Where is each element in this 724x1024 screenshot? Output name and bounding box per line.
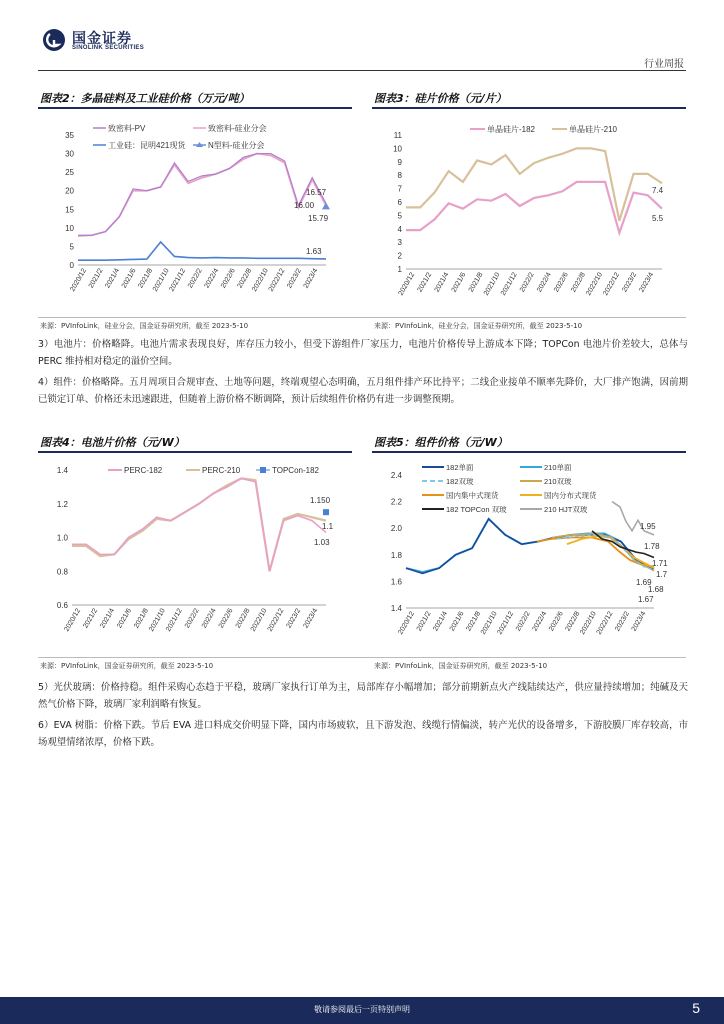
x-tick-label: 2021/6 [448, 610, 466, 633]
legend-182-mono: 182单面 [446, 463, 474, 472]
source-rule-top [38, 317, 686, 318]
x-tick-label: 2021/10 [151, 267, 171, 293]
x-tick-label: 2020/12 [397, 610, 416, 636]
paragraph-eva: 6）EVA 树脂：价格下跌。节后 EVA 进口料成交价明显下降，国内市场疲软，且下游发泡、线缆行情偏淡，转产光伏的设备增多，下游胶膜厂库存较高，市场观望情绪浓厚，价格下跌。 [38, 720, 688, 748]
x-tick-label: 2021/2 [415, 610, 433, 633]
x-tick-label: 2022/10 [585, 271, 604, 297]
legend-distributed-spot: 国内分布式现货 [544, 491, 597, 500]
x-tick-label: 2021/8 [133, 607, 150, 630]
x-tick-label: 2023/4 [638, 271, 656, 294]
chart-module-price [372, 455, 688, 655]
x-tick-label: 2021/8 [465, 610, 483, 633]
chart-legend [470, 124, 618, 134]
y-tick-label: 2.2 [390, 497, 402, 507]
label-1-67: 1.67 [638, 595, 654, 604]
chart-legend [93, 123, 267, 150]
x-tick-label: 2021/10 [479, 610, 499, 636]
legend-dense-pv: 致密料-PV [108, 124, 146, 133]
legend-wafer-182: 单晶硅片-182 [487, 125, 536, 134]
label-15-79: 15.79 [308, 214, 329, 223]
x-tick-label: 2023/2 [614, 610, 631, 633]
y-tick-label: 15 [65, 205, 74, 215]
x-tick-label: 2021/6 [116, 607, 133, 630]
legend-topcon-182: TOPCon-182 [272, 466, 319, 475]
y-tick-label: 2.0 [390, 524, 402, 534]
y-tick-label: 20 [65, 186, 74, 196]
legend-210-mono: 210单面 [544, 463, 572, 472]
label-1-03: 1.03 [314, 538, 330, 547]
legend-182-dual: 182双玻 [446, 477, 474, 486]
y-tick-label: 10 [393, 144, 402, 154]
y-tick-label: 8 [397, 171, 402, 181]
x-tick-label: 2022/6 [553, 271, 570, 294]
x-tick-label: 2021/10 [148, 607, 167, 633]
y-tick-label: 0.8 [56, 567, 68, 577]
legend-perc-210: PERC-210 [202, 466, 241, 475]
y-tick-label: 30 [65, 149, 74, 159]
y-tick-label: 1.2 [56, 499, 68, 509]
figure-4-title-rule [38, 451, 352, 453]
topcon-marker [323, 509, 329, 515]
legend-182-topcon: 182 TOPCon 双玻 [446, 505, 507, 514]
figure-5-title-rule [372, 451, 686, 453]
series-wafer-210 [406, 148, 662, 220]
label-1-71: 1.71 [652, 559, 668, 568]
label-5-5: 5.5 [652, 214, 664, 223]
legend-210-hjt: 210 HJT双玻 [544, 505, 588, 514]
chart-cell-price [38, 455, 354, 655]
y-tick-label: 0.6 [56, 601, 68, 610]
y-tick-label: 5 [69, 242, 74, 252]
label-1-63: 1.63 [306, 247, 322, 256]
brand-name: 国金证券 [72, 31, 132, 47]
x-tick-label: 2022/8 [564, 610, 582, 633]
x-tick-label: 2021/4 [104, 267, 122, 290]
label-1-1: 1.1 [322, 522, 334, 531]
x-tick-label: 2023/4 [302, 267, 320, 290]
paragraph-glass: 5）光伏玻璃：价格持稳。组件采购心态趋于平稳，玻璃厂家执行订单为主，局部库存小幅增加；部分前期新点火产线陆续达产，供应量持续增加；纯碱及天然气价格下降，玻璃厂家利润略有恢复。 [38, 682, 688, 710]
y-tick-label: 5 [397, 211, 402, 221]
x-tick-label: 2023/2 [285, 607, 303, 630]
y-tick-label: 11 [393, 131, 402, 140]
y-tick-label: 6 [397, 198, 402, 207]
label-1-78: 1.78 [644, 542, 660, 551]
paragraph-modules: 4）组件：价格略降。五月周项目合规审查、土地等问题，终端观望心态明确，五月组件排产环比持平；二线企业接单不顺率先降价，大厂排产饱满，因前期已锁定订单、价格还未迅速跟进，但随着上游价格不断调降，预计后续组件价格仍有进一步调整预期。 [38, 377, 688, 405]
x-tick-label: 2021/8 [137, 267, 155, 290]
y-tick-label: 35 [65, 131, 74, 140]
figure-3-source: 来源：PVInfoLink，硅业分会，国金证券研究所，截至 2023-5-10 [374, 322, 583, 330]
x-tick-label: 2021/10 [482, 271, 502, 297]
x-tick-label: 2021/4 [433, 271, 451, 294]
legend-n-type: N型料-硅业分会 [208, 141, 265, 150]
series-dense-pv [78, 154, 326, 236]
x-tick-label: 2021/8 [467, 271, 485, 294]
x-tick-label: 2022/12 [595, 610, 615, 636]
header-divider [38, 70, 686, 71]
label-1-7: 1.7 [656, 570, 668, 579]
y-tick-label: 3 [397, 238, 402, 248]
sinolink-logo-icon [42, 28, 66, 52]
x-tick-label: 2022/4 [203, 267, 221, 290]
series-182-mono [406, 519, 654, 574]
label-7-4: 7.4 [652, 186, 664, 195]
page-number: 5 [692, 1000, 700, 1016]
x-tick-label: 2022/6 [548, 610, 565, 633]
chart-polysilicon-price [38, 115, 354, 317]
y-tick-label: 2.4 [390, 471, 402, 480]
series-industrial-si [78, 242, 326, 260]
paragraph-cells: 3）电池片：价格略降。电池片需求表现良好，库存压力较小，但受下游组件厂家压力，电池片价格传导上游成本下降；TOPCon 电池片价差较大，总体与 PERC 维持相对稳定的溢价空间。 [38, 339, 688, 367]
x-tick-label: 2022/6 [220, 267, 237, 290]
x-tick-label: 2022/6 [217, 607, 235, 630]
figure-2-source: 来源：PVInfoLink，硅业分会，国金证券研究所，截至 2023-5-10 [40, 322, 249, 330]
x-tick-label: 2021/12 [165, 607, 184, 633]
x-tick-label: 2021/6 [450, 271, 468, 294]
y-tick-label: 1.0 [56, 533, 68, 543]
source-rule-bottom [38, 657, 686, 658]
chart-legend [422, 462, 597, 514]
y-tick-label: 0 [69, 261, 74, 270]
x-tick-label: 2020/12 [397, 271, 417, 297]
y-tick-label: 4 [397, 224, 402, 234]
y-tick-label: 9 [397, 157, 402, 167]
label-16-57: 16.57 [306, 188, 327, 197]
series-perc-182 [72, 478, 326, 571]
x-tick-label: 2022/12 [266, 607, 286, 633]
y-tick-label: 1.6 [390, 577, 402, 587]
x-tick-label: 2021/12 [499, 271, 519, 297]
label-1-68: 1.68 [648, 585, 664, 594]
x-tick-label: 2021/2 [87, 267, 105, 290]
y-tick-label: 7 [397, 184, 402, 194]
x-tick-label: 2021/12 [496, 610, 516, 636]
x-tick-label: 2022/10 [249, 607, 269, 633]
figure-4-title: 图表4：电池片价格（元/W） [40, 436, 185, 449]
x-tick-label: 2022/8 [234, 607, 252, 630]
x-tick-label: 2022/12 [267, 267, 287, 293]
x-tick-label: 2022/10 [251, 267, 270, 293]
n-type-marker [322, 202, 330, 209]
legend-dense-siassoc: 致密料-硅业分会 [208, 124, 267, 133]
y-tick-label: 25 [65, 168, 74, 178]
legend-central-spot: 国内集中式现货 [446, 491, 499, 500]
label-1-150: 1.150 [310, 496, 331, 505]
x-tick-label: 2020/12 [69, 267, 88, 293]
series-dense-siassoc [78, 154, 326, 236]
x-tick-label: 2021/4 [432, 610, 450, 633]
label-1-69: 1.69 [636, 578, 652, 587]
x-tick-label: 2022/8 [570, 271, 587, 294]
x-tick-label: 2020/12 [63, 607, 83, 633]
x-tick-label: 2022/4 [536, 271, 553, 294]
series-perc-210 [72, 478, 326, 571]
y-tick-label: 2 [397, 251, 402, 261]
x-tick-label: 2022/2 [518, 271, 536, 294]
footer-disclaimer: 敬请参阅最后一页特别声明 [314, 1005, 410, 1014]
y-tick-label: 1.4 [56, 466, 68, 475]
figure-3-title: 图表3：硅片价格（元/片） [374, 92, 507, 105]
label-1-95: 1.95 [640, 522, 656, 531]
legend-210-dual: 210双玻 [544, 477, 572, 486]
chart-legend [108, 466, 320, 475]
legend-industrial-si: 工业硅：昆明421现货 [108, 141, 186, 150]
figure-2-title-rule [38, 107, 352, 109]
x-tick-label: 2022/12 [602, 271, 622, 297]
y-tick-label: 1 [397, 265, 402, 274]
figure-4-source: 来源：PVInfoLink，国金证券研究所，截至 2023-5-10 [40, 662, 214, 670]
x-tick-label: 2021/6 [120, 267, 138, 290]
x-tick-label: 2023/4 [302, 607, 320, 630]
y-tick-label: 10 [65, 223, 74, 233]
x-tick-label: 2022/10 [579, 610, 598, 636]
x-tick-label: 2021/12 [168, 267, 188, 293]
brand-name-en: SINOLINK SECURITIES [72, 45, 145, 51]
x-tick-label: 2022/4 [200, 607, 218, 630]
figure-5-title: 图表5：组件价格（元/W） [374, 436, 508, 449]
x-tick-label: 2022/2 [514, 610, 532, 633]
x-tick-label: 2022/2 [186, 267, 204, 290]
y-tick-label: 1.4 [390, 604, 402, 613]
x-tick-label: 2021/2 [416, 271, 434, 294]
x-tick-label: 2023/4 [630, 610, 648, 633]
x-tick-label: 2022/4 [531, 610, 549, 633]
figure-5-source: 来源：PVInfoLink，国金证券研究所，截至 2023-5-10 [374, 662, 548, 670]
chart-wafer-price [372, 115, 688, 317]
x-tick-label: 2023/2 [286, 267, 303, 290]
legend-wafer-210: 单晶硅片-210 [569, 125, 618, 134]
figure-2-title: 图表2：多晶硅料及工业硅价格（万元/吨） [40, 92, 250, 105]
x-tick-label: 2021/2 [82, 607, 100, 630]
x-tick-label: 2022/2 [183, 607, 201, 630]
legend-perc-182: PERC-182 [124, 466, 163, 475]
x-tick-label: 2022/8 [236, 267, 254, 290]
report-type: 行业周报 [644, 59, 684, 70]
x-tick-label: 2023/2 [621, 271, 639, 294]
x-tick-label: 2021/4 [99, 607, 117, 630]
y-tick-label: 1.8 [390, 550, 402, 560]
label-16-00: 16.00 [294, 201, 315, 210]
figure-3-title-rule [372, 107, 686, 109]
